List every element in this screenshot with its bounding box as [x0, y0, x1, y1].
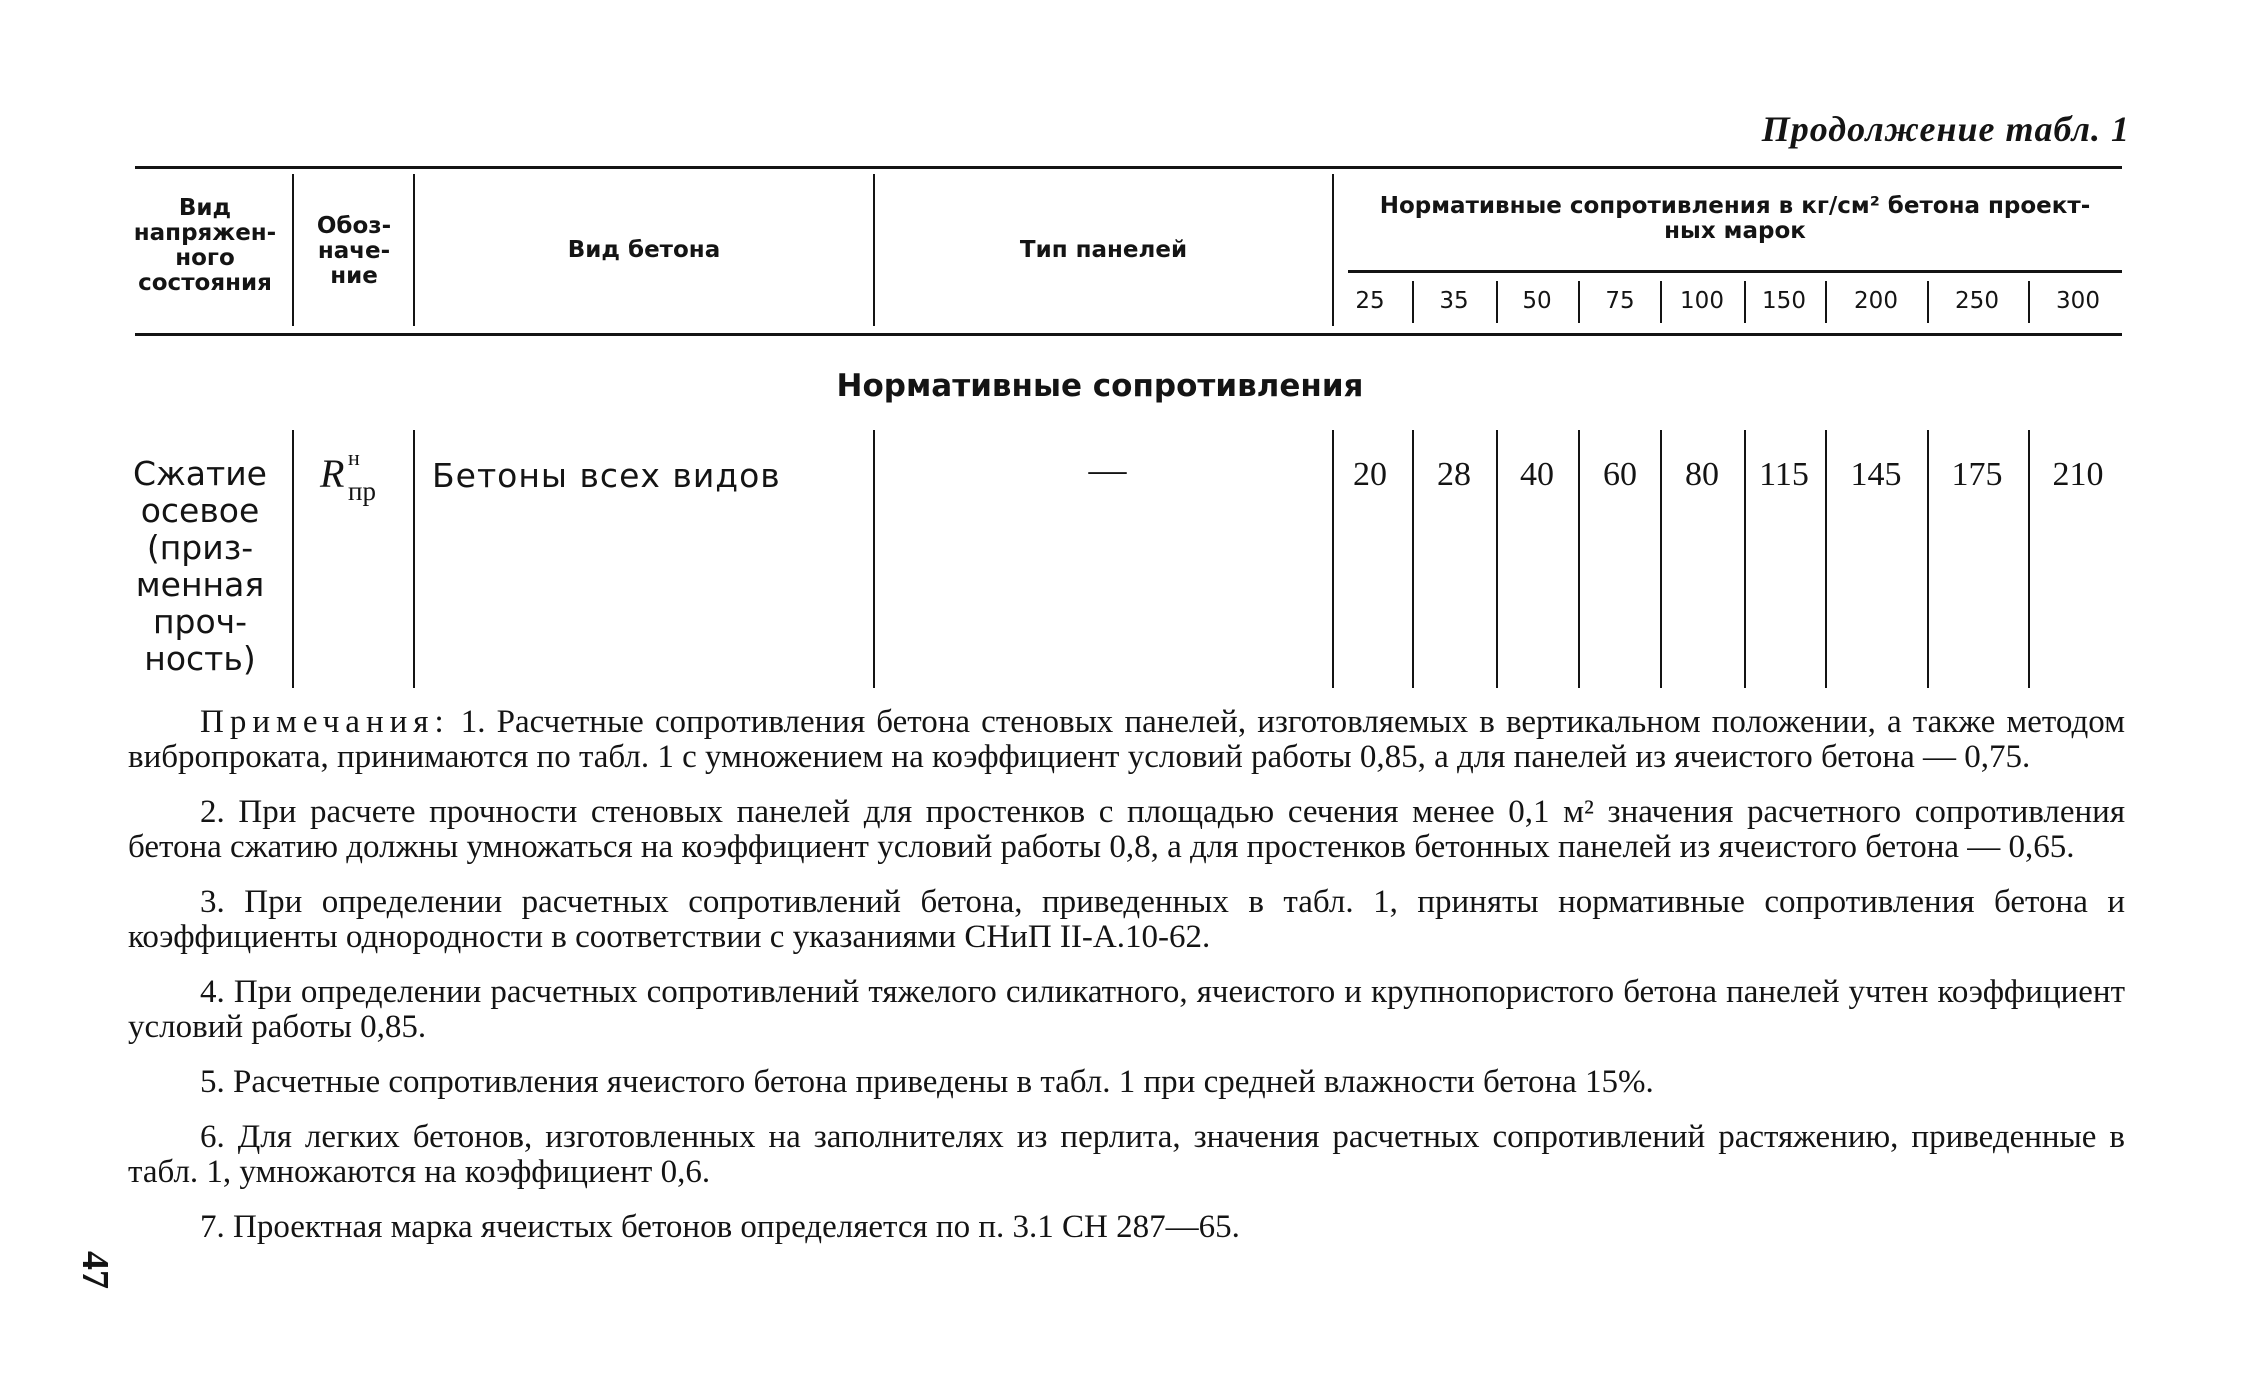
note-4: 4. При определении расчетных сопротивлений тяжелого силикатного, ячеистого и крупнопористого бетона панелей учтен коэффициент условий работы 0,85. [128, 974, 2125, 1045]
page-number: 47 [74, 1251, 116, 1289]
header-symbol: Обоз- наче- ние [316, 213, 392, 289]
grade-header-divider [2028, 281, 2030, 323]
notes-block [128, 705, 2125, 1265]
table-top-rule [135, 166, 2122, 169]
resistance-value-cell: 210 [2052, 456, 2104, 493]
grade-header-cell: 75 [1605, 288, 1635, 314]
panel-type-cell: — [1088, 449, 1127, 491]
grade-header-cell: 200 [1854, 288, 1898, 314]
value-column-divider [2028, 430, 2030, 688]
resistance-value-cell: 115 [1759, 456, 1809, 493]
value-column-divider [1660, 430, 1662, 688]
resistance-value-cell: 60 [1603, 456, 1637, 493]
header-divider [1332, 174, 1334, 326]
value-column-divider [1927, 430, 1929, 688]
header-state: Вид напряжен- ного состояния [133, 195, 277, 296]
header-sub-rule [1348, 270, 2122, 273]
value-column-divider [1578, 430, 1580, 688]
resistance-value-cell: 28 [1437, 456, 1471, 493]
resistance-value-cell: 40 [1520, 456, 1554, 493]
stress-state-cell: Сжатие осевое (приз- менная проч- ность) [133, 454, 267, 678]
resistance-value-cell: 145 [1850, 456, 1902, 493]
grade-header-divider [1744, 281, 1746, 323]
header-concrete-type: Вид бетона [567, 237, 721, 263]
resistance-value-cell: 175 [1951, 456, 2003, 493]
row-divider [413, 430, 415, 688]
section-title: Нормативные сопротивления [836, 368, 1364, 404]
concrete-type-cell: Бетоны всех видов [432, 456, 781, 495]
table-header-bottom-rule [135, 333, 2122, 336]
value-column-divider [1496, 430, 1498, 688]
value-column-divider [1744, 430, 1746, 688]
note-3: 3. При определении расчетных сопротивлений бетона, приведенных в табл. 1, приняты нормативные сопротивления бетона и коэффициенты однородности в соответствии с указаниями СНиП II-А.10-62. [128, 884, 2125, 955]
header-resistance: Нормативные сопротивления в кг/см² бетона проект- ных марок [1379, 193, 2091, 244]
note-6: 6. Для легких бетонов, изготовленных на заполнителях из перлита, значения расчетных сопротивлений растяжению, приведенные в табл. 1, умножаются на коэффициент 0,6. [128, 1119, 2125, 1190]
note-7: 7. Проектная марка ячеистых бетонов определяется по п. 3.1 СН 287—65. [200, 1209, 1240, 1245]
symbol-cell: R н пр [320, 445, 376, 506]
grade-header-divider [1578, 281, 1580, 323]
grade-header-cell: 25 [1355, 288, 1385, 314]
grade-header-divider [1927, 281, 1929, 323]
table-continuation-caption: Продолжение табл. 1 [1761, 109, 2130, 149]
note-2: 2. При расчете прочности стеновых панелей для простенков с площадью сечения менее 0,1 м² значения расчетного сопротивления бетона сжатию должны умножаться на коэффициент условий работы 0,8, а для простенков бетонных панелей из ячеистого бетона — 0,65. [128, 794, 2125, 865]
grade-header-cell: 250 [1955, 288, 1999, 314]
grade-header-cell: 150 [1762, 288, 1806, 314]
header-divider [292, 174, 294, 326]
row-divider [873, 430, 875, 688]
grade-header-cell: 300 [2056, 288, 2100, 314]
resistance-value-cell: 20 [1353, 456, 1387, 493]
grade-header-divider [1496, 281, 1498, 323]
resistance-value-cell: 80 [1685, 456, 1719, 493]
note-5: 5. Расчетные сопротивления ячеистого бетона приведены в табл. 1 при средней влажности бетона 15%. [200, 1064, 1654, 1100]
value-column-divider [1412, 430, 1414, 688]
grade-header-cell: 50 [1522, 288, 1552, 314]
grade-header-cell: 100 [1680, 288, 1724, 314]
value-column-divider [1825, 430, 1827, 688]
grade-header-divider [1412, 281, 1414, 323]
grade-header-divider [1660, 281, 1662, 323]
row-divider [1332, 430, 1334, 688]
grade-header-cell: 35 [1439, 288, 1469, 314]
row-divider [292, 430, 294, 688]
header-panel-type: Тип панелей [1019, 237, 1188, 263]
note-1: Примечания: 1. Расчетные сопротивления бетона стеновых панелей, изготовляемых в вертикальном положении, а также методом вибропроката, принимаются по табл. 1 с умножением на коэффициент условий работы 0,85, а для панелей из ячеистого бетона — 0,75. [128, 704, 2126, 775]
grade-header-divider [1825, 281, 1827, 323]
